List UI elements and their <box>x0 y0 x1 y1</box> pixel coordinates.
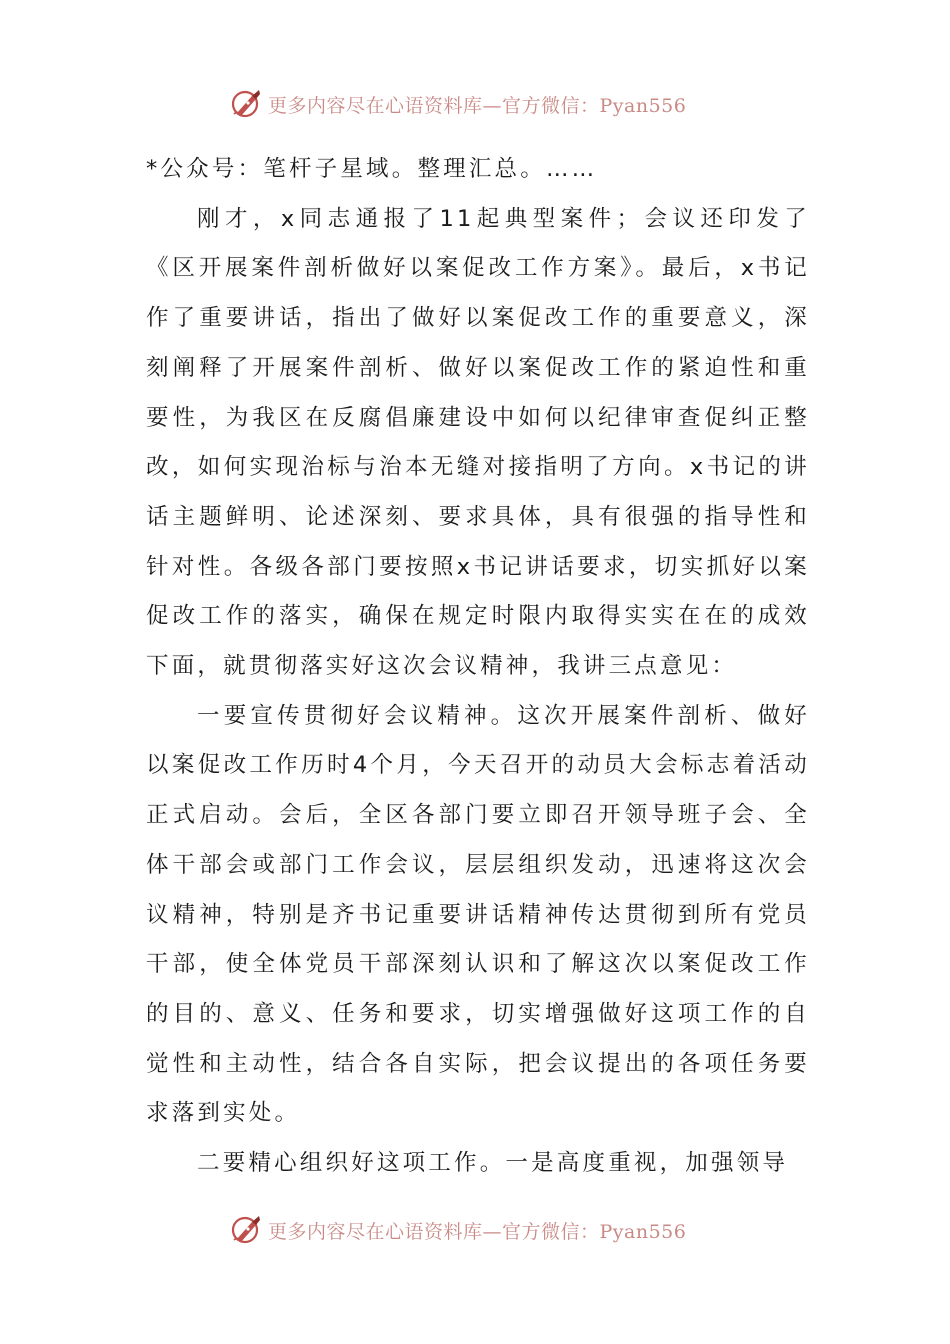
pen-nib-logo-icon <box>228 1212 264 1248</box>
document-body <box>146 145 810 1189</box>
watermark-header <box>228 86 686 122</box>
paragraph: 二要精心组织好这项工作。一是高度重视，加强领导 <box>197 1150 789 1177</box>
watermark-footer <box>228 1212 686 1248</box>
paragraph: 一要宣传贯彻好会议精神。这次开展案件剖析、做好以案促改工作历时4个月，今天召开的动员大会标志着活动正式启动。会后，全区各部门要立即召开领导班子会、全体干部会或部门工作会议，层层组织发动，迅速将这次会议精神，特别是齐书记重要讲话精神传达贯彻到所有党员干部，使全体党员干部深刻认识和了解这次以案促改工作的目的、意义、任务和要求，切实增强做好这项工作的自觉性和主动性，结合各自实际，把会议提出的各项任务要求落到实处。 <box>146 702 810 1127</box>
paragraph: 刚才，x同志通报了11起典型案件；会议还印发了《区开展案件剖析做好以案促改工作方案》。最后，x书记作了重要讲话，指出了做好以案促改工作的重要意义，深刻阐释了开展案件剖析、做好以案促改工作的紧迫性和重要性，为我区在反腐倡廉建设中如何以纪律审查促纠正整改，如何实现治标与治本无缝对接指明了方向。x书记的讲话主题鲜明、论述深刻、要求具体，具有很强的指导性和针对性。各级各部门要按照x书记讲话要求，切实抓好以案促改工作的落实，确保在规定时限内取得实实在在的成效下面，就贯彻落实好这次会议精神，我讲三点意见： <box>146 205 810 680</box>
header-note: *公众号：笔杆子星域。整理汇总。…… <box>146 156 598 182</box>
pen-nib-logo-icon <box>228 86 264 122</box>
watermark-text: 更多内容尽在心语资料库—官方微信：Pyan556 <box>268 1220 687 1243</box>
watermark-text: 更多内容尽在心语资料库—官方微信：Pyan556 <box>268 94 687 117</box>
